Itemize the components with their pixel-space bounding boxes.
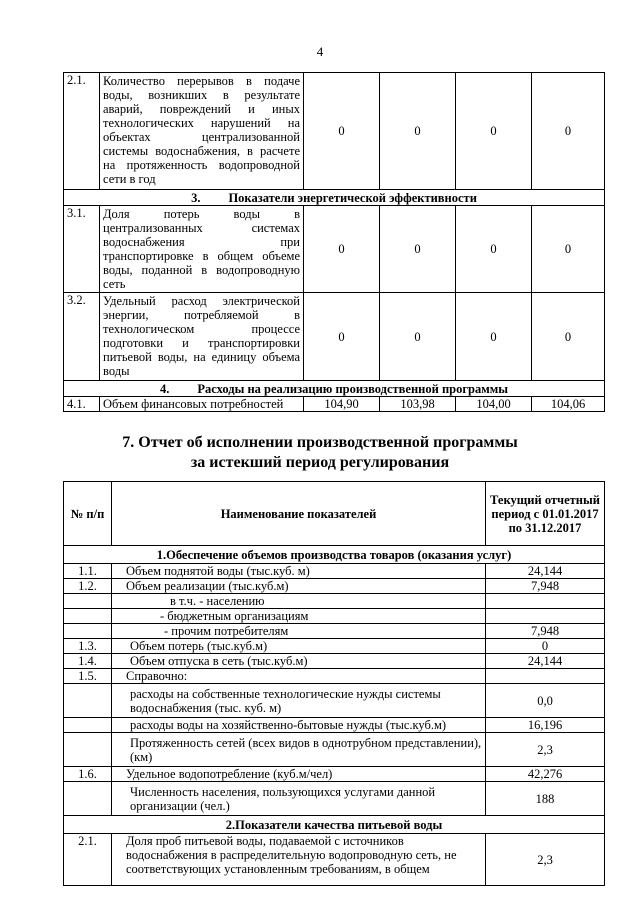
indicator-name: Объем финансовых потребностей <box>100 397 304 412</box>
row-number: 2.1. <box>64 73 100 190</box>
section-heading: 1.Обеспечение объемов производства товаров (оказания услуг) <box>64 546 605 564</box>
value-cell: 0 <box>486 639 605 654</box>
indicator-name: Удельное водопотребление (куб.м/чел) <box>112 767 486 782</box>
value-cell: 24,144 <box>486 654 605 669</box>
row-number: 1.3. <box>64 639 112 654</box>
table-row <box>64 594 605 609</box>
value-cell <box>486 594 605 609</box>
row-number: 3.1. <box>64 206 100 293</box>
row-number <box>64 733 112 767</box>
value-cell <box>486 669 605 684</box>
row-number <box>64 782 112 816</box>
value-cell: 0 <box>532 73 605 190</box>
row-number <box>64 684 112 718</box>
section-heading: 3. Показатели энергетической эффективности <box>64 190 605 206</box>
row-number <box>64 594 112 609</box>
table-row <box>64 639 605 654</box>
section-title-line1: 7. Отчет об исполнении производственной программы <box>122 434 518 451</box>
indicator-name: расходы воды на хозяйственно-бытовые нужды (тыс.куб.м) <box>112 718 486 733</box>
column-header-name: Наименование показателей <box>112 482 486 546</box>
value-cell: 0 <box>304 293 380 381</box>
indicator-name: Справочно: <box>112 669 486 684</box>
value-cell: 0,0 <box>486 684 605 718</box>
table-row <box>64 834 605 886</box>
section-row <box>64 381 605 397</box>
section-row <box>64 546 605 564</box>
value-cell: 0 <box>380 73 456 190</box>
table-row <box>64 397 605 412</box>
row-number: 3.2. <box>64 293 100 381</box>
row-number: 1.1. <box>64 564 112 579</box>
value-cell: 104,06 <box>532 397 605 412</box>
row-number: 1.6. <box>64 767 112 782</box>
value-cell: 0 <box>532 206 605 293</box>
table-row <box>64 654 605 669</box>
table-row <box>64 624 605 639</box>
value-cell: 0 <box>456 206 532 293</box>
section-row <box>64 190 605 206</box>
value-cell: 0 <box>380 206 456 293</box>
indicator-name: Численность населения, пользующихся услугами данной организации (чел.) <box>112 782 486 816</box>
row-number <box>64 609 112 624</box>
value-cell: 42,276 <box>486 767 605 782</box>
section-heading: 4. Расходы на реализацию производственной программы <box>64 381 605 397</box>
value-cell: 2,3 <box>486 834 605 886</box>
row-number: 1.4. <box>64 654 112 669</box>
indicator-name: Объем реализации (тыс.куб.м) <box>112 579 486 594</box>
column-header-value: Текущий отчетный период с 01.01.2017 по 31.12.2017 <box>486 482 605 546</box>
value-cell: 2,3 <box>486 733 605 767</box>
indicator-name: Объем потерь (тыс.куб.м) <box>112 639 486 654</box>
table-row <box>64 73 605 190</box>
row-number <box>64 624 112 639</box>
table-row <box>64 669 605 684</box>
value-cell: 188 <box>486 782 605 816</box>
indicator-name: Протяженность сетей (всех видов в однотрубном представлении), (км) <box>112 733 486 767</box>
value-cell: 103,98 <box>380 397 456 412</box>
section-title-line2: за истекший период регулирования <box>190 454 450 471</box>
indicator-name: Удельный расход электрической энергии, потребляемой в технологическом процессе подготовки и транспортировки питьевой воды, на единицу объема воды <box>100 293 304 381</box>
value-cell <box>486 609 605 624</box>
value-cell: 0 <box>380 293 456 381</box>
row-number <box>64 718 112 733</box>
header-row <box>64 482 605 546</box>
row-number: 2.1. <box>64 834 112 886</box>
value-cell: 16,196 <box>486 718 605 733</box>
value-cell: 104,90 <box>304 397 380 412</box>
value-cell: 0 <box>304 206 380 293</box>
indicator-name: Доля проб питьевой воды, подаваемой с источников водоснабжения в распределительную водопроводную сеть, не соответствующих установленным требованиям, в общем <box>112 834 486 886</box>
table-row <box>64 293 605 381</box>
indicator-name: в т.ч. - населению <box>112 594 486 609</box>
value-cell: 0 <box>456 73 532 190</box>
indicator-name: расходы на собственные технологические нужды системы водоснабжения (тыс. куб. м) <box>112 684 486 718</box>
page-number: 4 <box>316 44 324 59</box>
table-row <box>64 718 605 733</box>
table-row <box>64 564 605 579</box>
value-cell: 0 <box>304 73 380 190</box>
table-row <box>64 767 605 782</box>
indicator-name: - бюджетным организациям <box>112 609 486 624</box>
indicator-name: - прочим потребителям <box>112 624 486 639</box>
program-report-table <box>63 481 605 886</box>
table-row <box>64 579 605 594</box>
indicator-name: Объем поднятой воды (тыс.куб. м) <box>112 564 486 579</box>
table-row <box>64 206 605 293</box>
value-cell: 0 <box>532 293 605 381</box>
value-cell: 7,948 <box>486 579 605 594</box>
section-row <box>64 816 605 834</box>
row-number: 1.2. <box>64 579 112 594</box>
value-cell: 24,144 <box>486 564 605 579</box>
row-number: 4.1. <box>64 397 100 412</box>
indicators-table-continued <box>63 72 605 412</box>
table-row <box>64 782 605 816</box>
indicator-name: Доля потерь воды в централизованных системах водоснабжения при транспортировке в общем объеме воды, поданной в водопроводную сеть <box>100 206 304 293</box>
indicator-name: Объем отпуска в сеть (тыс.куб.м) <box>112 654 486 669</box>
table-row <box>64 684 605 718</box>
table-row <box>64 733 605 767</box>
value-cell: 0 <box>456 293 532 381</box>
indicator-name: Количество перерывов в подаче воды, возникших в результате аварий, повреждений и иных технологических нарушений на объектах централизованной системы водоснабжения, в расчете на протяженность водопроводной сети в год <box>100 73 304 190</box>
section-heading: 2.Показатели качества питьевой воды <box>64 816 605 834</box>
column-header-num: № п/п <box>64 482 112 546</box>
value-cell: 104,00 <box>456 397 532 412</box>
row-number: 1.5. <box>64 669 112 684</box>
value-cell: 7,948 <box>486 624 605 639</box>
table-row <box>64 609 605 624</box>
